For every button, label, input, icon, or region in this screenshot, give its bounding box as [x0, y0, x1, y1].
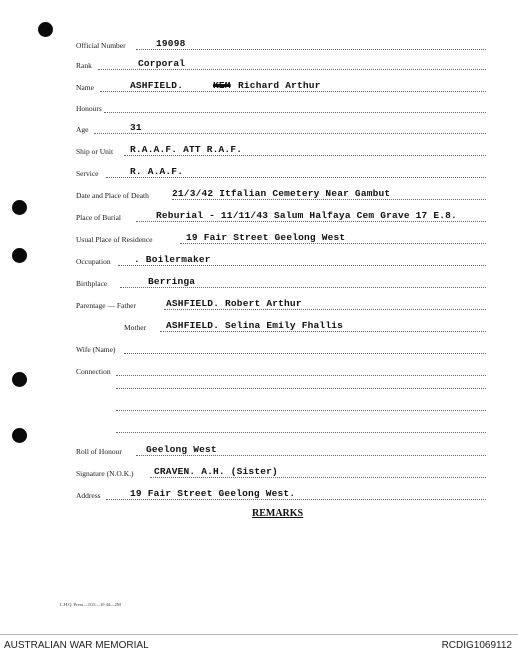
occupation-value: . Boilermaker	[134, 254, 211, 265]
connection-label: Connection	[76, 367, 111, 376]
punch-hole	[12, 372, 27, 387]
residence-label: Usual Place of Residence	[76, 235, 153, 244]
ship-unit-value: R.A.A.F. ATT R.A.F.	[130, 144, 243, 155]
father-value: ASHFIELD. Robert Arthur	[166, 298, 302, 309]
age-value: 31	[130, 122, 142, 133]
footer-bar	[0, 634, 518, 655]
remarks-heading: REMARKS	[252, 508, 304, 519]
burial-label: Place of Burial	[76, 213, 121, 222]
printer-imprint: L.H.Q. Press—1G5—10 44—2M	[60, 602, 121, 607]
signature-value: CRAVEN. A.H. (Sister)	[154, 466, 278, 477]
name-label: Name	[76, 83, 94, 92]
signature-label: Signature (N.O.K.)	[76, 469, 134, 478]
rank-row	[76, 56, 486, 72]
footer-record-id: RCDIG1069112	[441, 640, 512, 651]
service-value: R. A.A.F.	[130, 166, 184, 177]
residence-value: 19 Fair Street Geelong West	[186, 232, 346, 243]
father-row	[76, 296, 486, 312]
residence-row	[76, 230, 486, 246]
death-value: 21/3/42 Itfalian Cemetery Near Gambut	[172, 188, 391, 199]
connection-row	[76, 362, 486, 378]
signature-row	[76, 464, 486, 480]
wife-label: Wife (Name)	[76, 345, 116, 354]
connection-line	[116, 410, 486, 411]
wife-row	[76, 340, 486, 356]
official-number-row	[76, 36, 486, 52]
struck-text: KEM	[213, 80, 231, 91]
death-label: Date and Place of Death	[76, 191, 149, 200]
death-row	[76, 186, 486, 202]
occupation-label: Occupation	[76, 257, 111, 266]
honours-row	[76, 99, 486, 115]
burial-row	[76, 208, 486, 224]
address-value: 19 Fair Street Geelong West.	[130, 488, 296, 499]
punch-hole	[12, 248, 27, 263]
birthplace-label: Birthplace	[76, 279, 108, 288]
punch-hole	[12, 200, 27, 215]
official-number-value: 19098	[156, 38, 186, 49]
roll-of-honour-value: Geelong West	[146, 444, 217, 455]
occupation-row	[76, 252, 486, 268]
birthplace-value: Berringa	[148, 276, 196, 287]
age-row	[76, 120, 486, 136]
mother-label: Mother	[124, 323, 147, 332]
connection-line	[116, 388, 486, 389]
roll-of-honour-row	[76, 442, 486, 458]
service-label: Service	[76, 169, 99, 178]
address-row	[76, 486, 486, 502]
official-number-label: Official Number	[76, 41, 126, 50]
age-label: Age	[76, 125, 89, 134]
burial-value: Reburial - 11/11/43 Salum Halfaya Cem Grave 17 E.8.	[156, 210, 457, 221]
surname-value: ASHFIELD.	[130, 80, 184, 91]
ship-unit-label: Ship or Unit	[76, 147, 114, 156]
roll-of-honour-label: Roll of Honour	[76, 447, 122, 456]
service-row	[76, 164, 486, 180]
punch-hole	[12, 428, 27, 443]
address-label: Address	[76, 491, 101, 500]
given-names-value: Richard Arthur	[238, 80, 321, 91]
mother-value: ASHFIELD. Selina Emily Fhallis	[166, 320, 344, 331]
honours-label: Honours	[76, 104, 102, 113]
name-row	[76, 78, 486, 94]
rank-label: Rank	[76, 61, 92, 70]
rank-value: Corporal	[138, 58, 186, 69]
birthplace-row	[76, 274, 486, 290]
ship-unit-row	[76, 142, 486, 158]
mother-row	[76, 318, 486, 334]
connection-line	[116, 432, 486, 433]
punch-hole	[38, 22, 53, 37]
father-label: Parentage — Father	[76, 301, 136, 310]
footer-source: AUSTRALIAN WAR MEMORIAL	[4, 640, 149, 651]
